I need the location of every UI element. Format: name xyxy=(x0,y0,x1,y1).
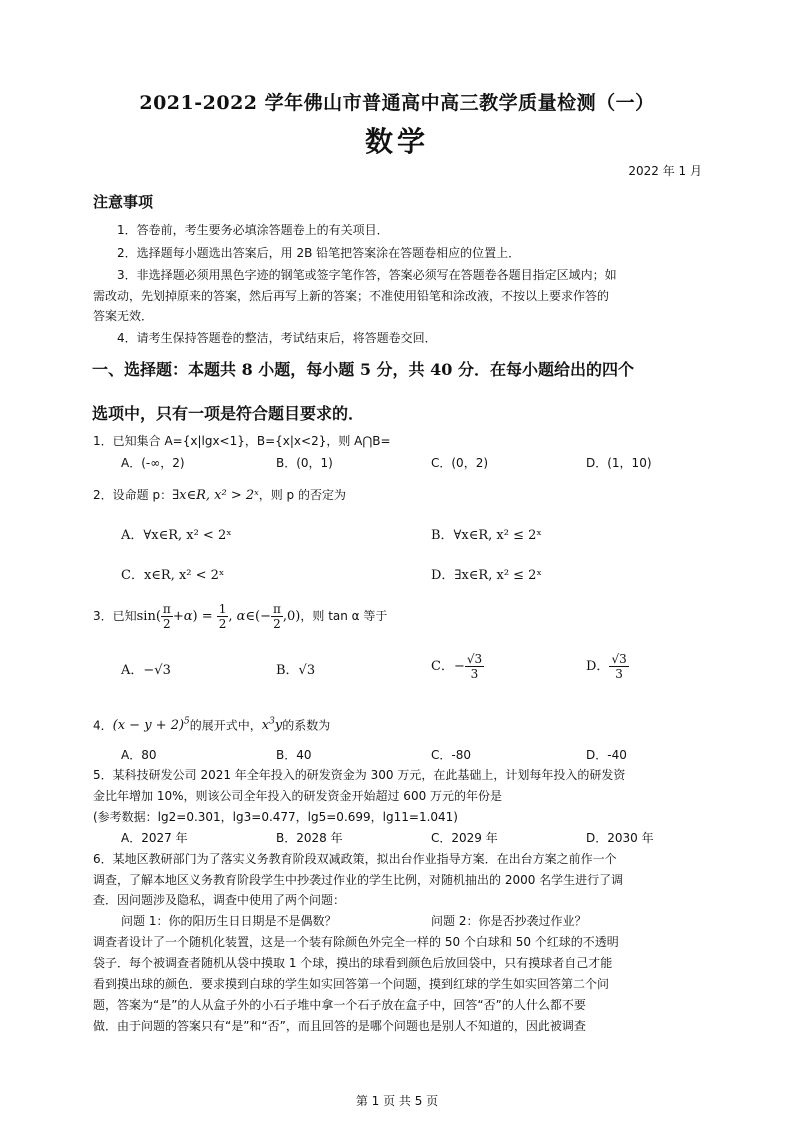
q1-option-a: A．(-∞，2) xyxy=(121,456,185,470)
q6-line: 调查者设计了一个随机化装置，这是一个装有除颜色外完全一样的 50 个白球和 50 个红球的不透明 xyxy=(93,935,619,949)
q5-line: 金比年增加 10%，则该公司全年投入的研发资金开始超过 600 万元的年份是 xyxy=(93,789,503,803)
q1-stem: 1．已知集合 A={x|lgx<1}，B={x|x<2}，则 A⋂B= xyxy=(93,434,391,448)
q4-option-b: B．40 xyxy=(276,748,312,762)
q3-condition: sin( $\frac{\pi}{2}$ +α) = $\frac{1}{2}$ , α∈(− $\frac{\pi}{2}$ ,0) xyxy=(136,602,301,631)
q2-option-c: C．x∈R, x² < 2ˣ xyxy=(121,568,225,583)
q1-option-c: C．(0，2) xyxy=(431,456,489,470)
page-number: 第 1 页 共 5 页 xyxy=(355,1094,439,1108)
q4-option-c: C．-80 xyxy=(431,748,471,762)
q3-option-c: C．− $\frac{√3}{3}$ xyxy=(431,652,483,681)
q2-stem xyxy=(93,486,346,505)
q6-line: 袋子．每个被调查者随机从袋中摸取 1 个球，摸出的球看到颜色后放回袋中，只有摸球者自己才能 xyxy=(93,956,613,970)
notice-item: 2．选择题每小题选出答案后，用 2B 铅笔把答案涂在答题卷相应的位置上． xyxy=(117,246,521,260)
q6-question-1: 问题 1：你的阳历生日日期是不是偶数？ xyxy=(121,914,337,928)
q6-question-2: 问题 2：你是否抄袭过作业？ xyxy=(431,914,587,928)
q3-option-b: B．√3 xyxy=(276,663,316,678)
q2-stem-prefix: 2．设命题 p： xyxy=(93,488,173,502)
q1-option-b: B．(0，1) xyxy=(276,456,333,470)
q4-stem-prefix: 4． xyxy=(93,718,113,733)
q6-line: 看到摸出球的颜色．要求摸到白球的学生如实回答第一个问题，摸到红球的学生如实回答第二个问 xyxy=(93,977,610,991)
notice-item-cont: 答案无效． xyxy=(93,309,154,323)
section-heading-line1: 一、选择题：本题共 8 小题，每小题 5 分，共 40 分．在每小题给出的四个 xyxy=(92,360,634,379)
notice-item: 3．非选择题必须用黑色字迹的钢笔或签字笔作答，答案必须写在答题卷各题目指定区域内；如 xyxy=(117,268,617,282)
q5-option-d: D．2030 年 xyxy=(586,831,654,845)
q4-option-a: A．80 xyxy=(121,748,157,762)
page-title: 2021-2022 学年佛山市普通高中高三教学质量检测（一） xyxy=(139,92,655,114)
q3-option-a: A．−√3 xyxy=(121,663,171,678)
q6-line: 查．因问题涉及隐私，调查中使用了两个问题： xyxy=(93,893,346,907)
q4-stem-middle: 的展开式中， xyxy=(189,718,262,733)
q4-stem xyxy=(93,713,330,735)
q5-option-b: B．2028 年 xyxy=(276,831,343,845)
notice-heading: 注意事项 xyxy=(93,193,154,211)
notice-item-cont: 需改动，先划掉原来的答案，然后再写上新的答案；不准使用铅笔和涂改液，不按以上要求作答的 xyxy=(93,289,610,303)
q3-stem-suffix: ，则 tan α 等于 xyxy=(300,609,388,623)
q6-line: 做．由于问题的答案只有“是”和“否”，而且回答的是哪个问题也是别人不知道的，因此被调查 xyxy=(93,1019,586,1033)
q5-reference: (参考数据：lg2=0.301，lg3=0.477，lg5=0.699，lg11=1.041) xyxy=(93,810,458,824)
q6-line: 题，答案为“是”的人从盒子外的小石子堆中拿一个石子放在盒子中，回答“否”的人什么都不要 xyxy=(93,998,586,1012)
subject-title: 数学 xyxy=(364,125,429,158)
q6-line: 调查，了解本地区义务教育阶段学生中抄袭过作业的学生比例，对随机抽出的 2000 名学生进行了调 xyxy=(93,873,624,887)
q5-option-a: A．2027 年 xyxy=(121,831,188,845)
q4-stem-suffix: 的系数为 xyxy=(282,718,331,733)
q5-option-c: C．2029 年 xyxy=(431,831,498,845)
q2-option-b: B．∀x∈R, x² ≤ 2ˣ xyxy=(431,528,542,543)
q1-option-d: D．(1，10) xyxy=(586,456,652,470)
q5-line: 5．某科技研发公司 2021 年全年投入的研发资金为 300 万元，在此基础上，计划每年投入的研发资 xyxy=(93,768,626,782)
q2-option-d: D．∃x∈R, x² ≤ 2ˣ xyxy=(431,568,542,583)
section-heading-line2: 选项中，只有一项是符合题目要求的． xyxy=(92,404,365,423)
q2-option-a: A．∀x∈R, x² < 2ˣ xyxy=(121,528,232,543)
q4-expression: $(x - y + 2)^5$ xyxy=(112,717,190,734)
notice-item: 4．请考生保持答题卷的整洁，考试结束后，将答题卷交回． xyxy=(117,331,437,345)
exam-date: 2022 年 1 月 xyxy=(628,164,702,178)
q2-stem-math: ∃x∈R, x² > 2ˣ xyxy=(172,488,259,503)
q3-option-d: D． $\frac{√3}{3}$ xyxy=(586,652,627,681)
q4-term: $x^3y$ xyxy=(261,717,283,734)
notice-item: 1．答卷前，考生要务必填涂答题卷上的有关项目． xyxy=(117,223,389,237)
q6-line: 6．某地区教研部门为了落实义务教育阶段双减政策，拟出台作业指导方案．在出台方案之前作一个 xyxy=(93,852,617,866)
q4-option-d: D．-40 xyxy=(586,748,627,762)
q3-stem-prefix: 3．已知 xyxy=(93,609,137,623)
q2-stem-suffix: ，则 p 的否定为 xyxy=(258,488,346,502)
q3-stem xyxy=(93,602,387,631)
